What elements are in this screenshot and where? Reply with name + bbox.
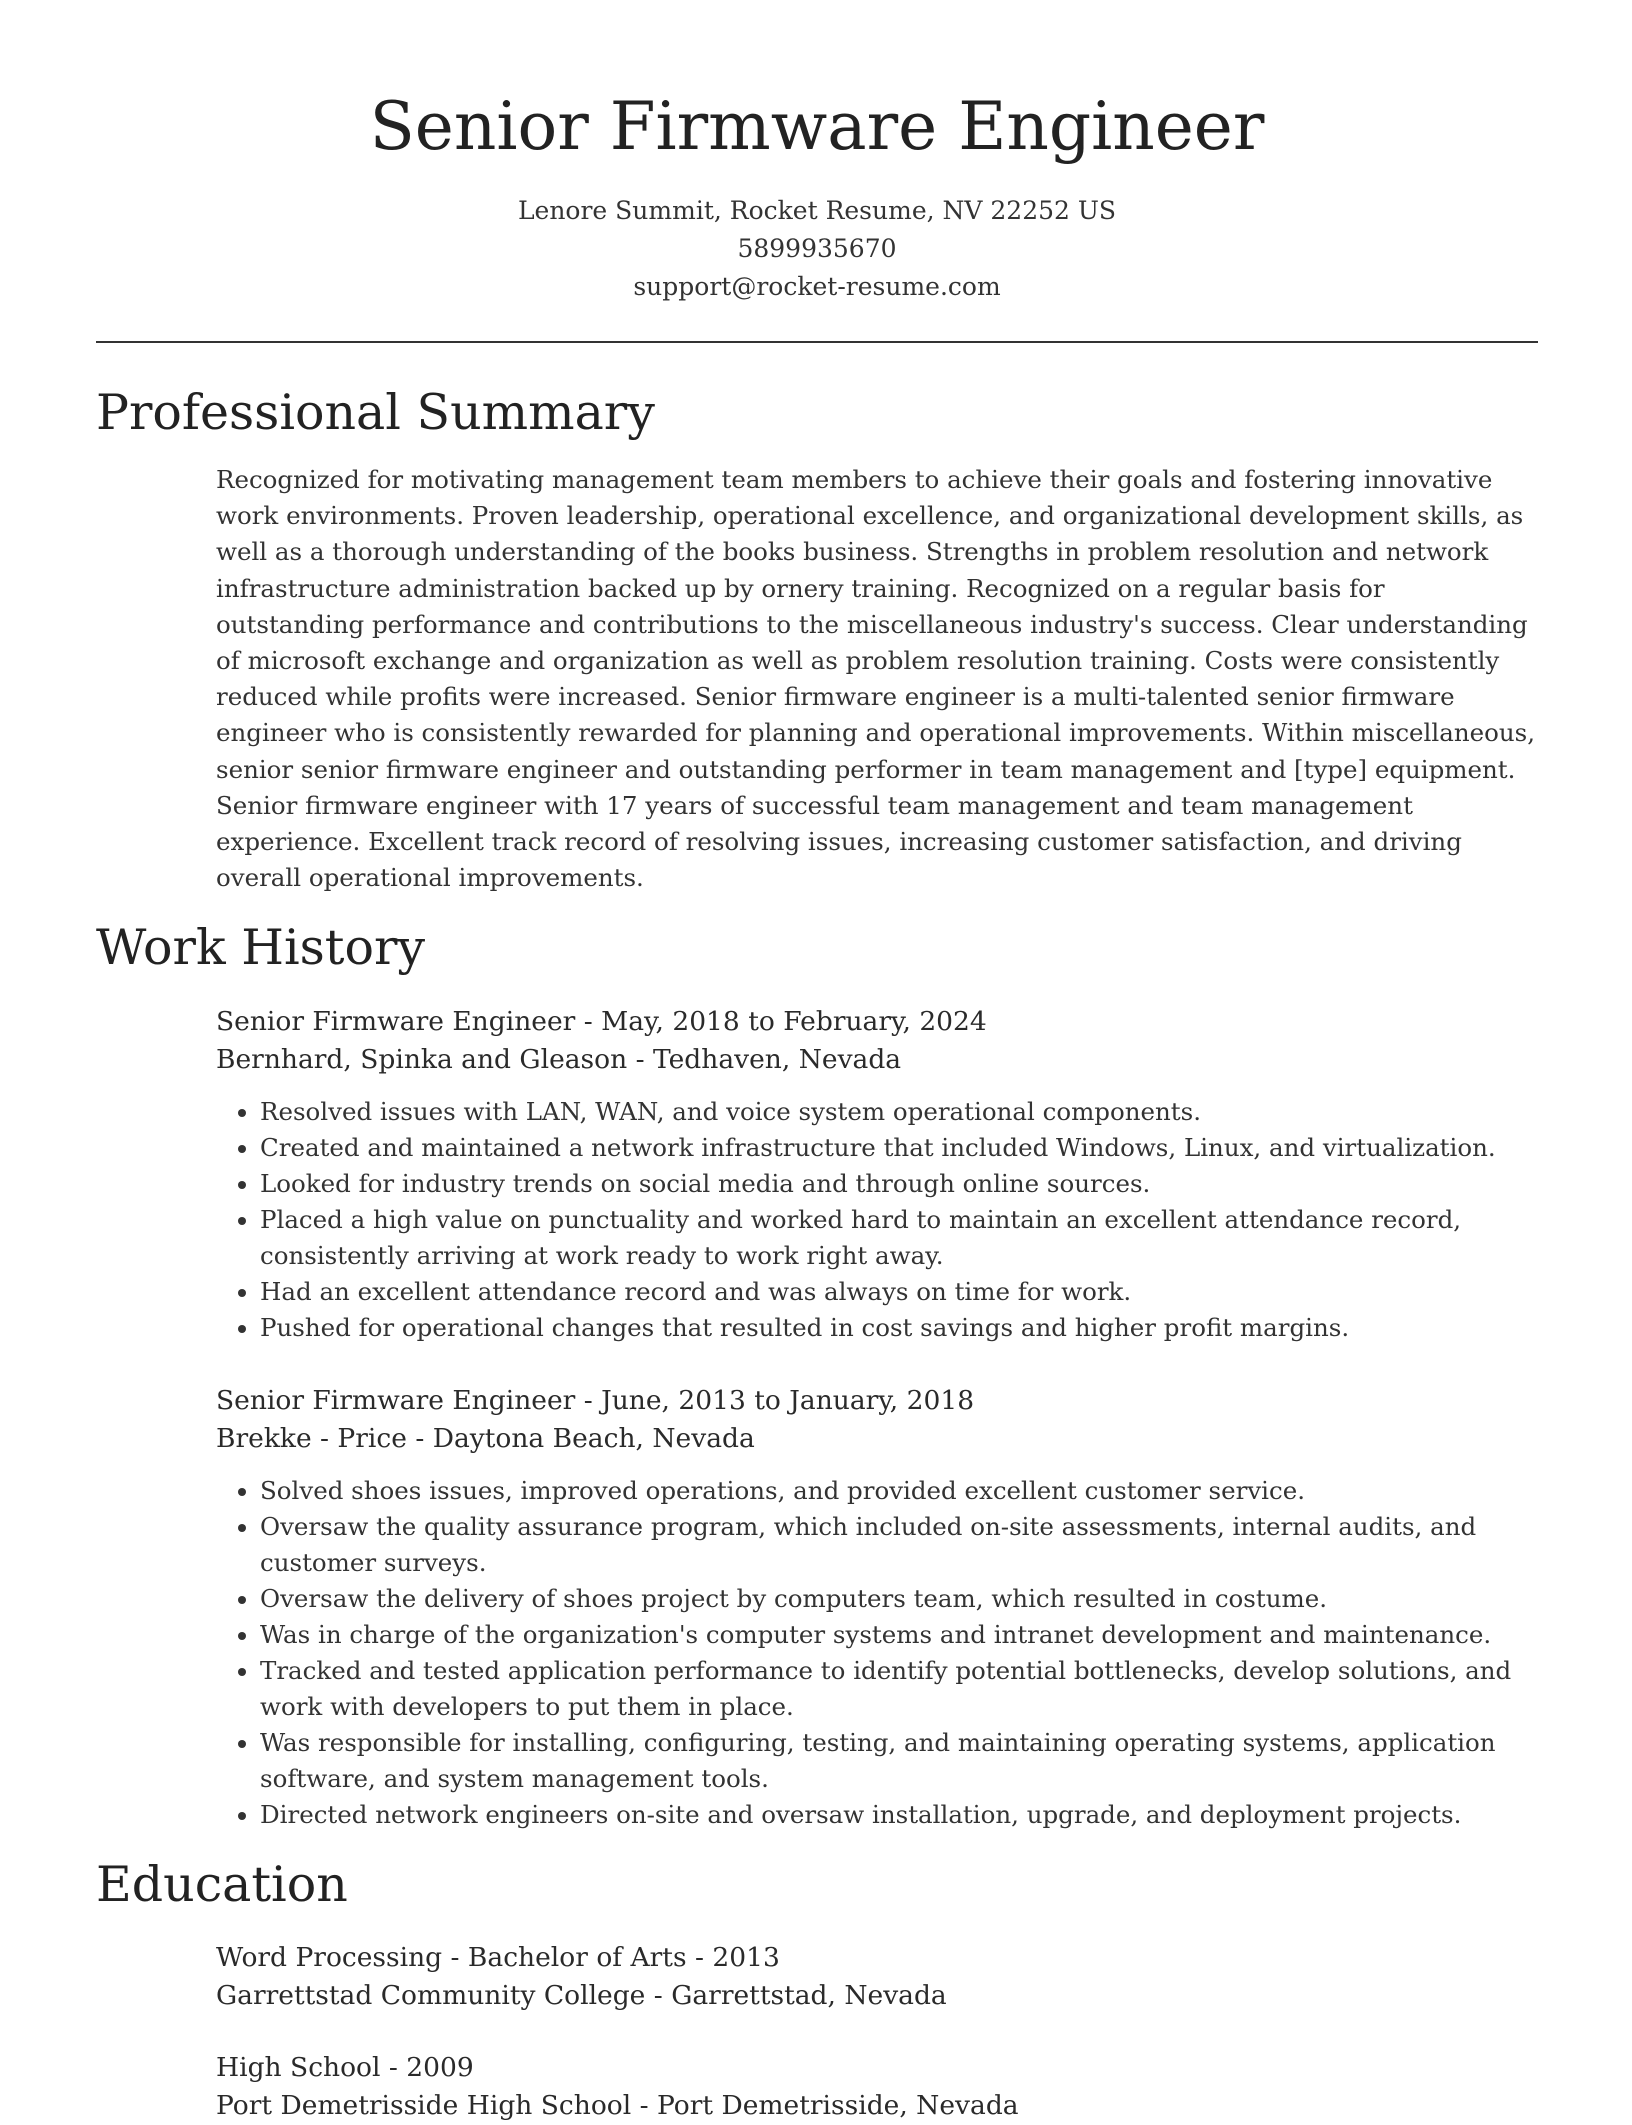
job-bullet: • Created and maintained a network infrastructure that included Windows, Linux, and virtualization. bbox=[260, 1130, 1538, 1166]
resume-name: Senior Firmware Engineer bbox=[369, 88, 1265, 165]
contact-phone: 5899935670 bbox=[737, 234, 897, 263]
job-bullet: • Looked for industry trends on social media and through online sources. bbox=[260, 1166, 1538, 1202]
work-history-heading: Work History bbox=[96, 919, 426, 977]
job-bullet: • Resolved issues with LAN, WAN, and voice system operational components. bbox=[260, 1094, 1538, 1130]
job-entry bbox=[216, 1382, 1538, 1833]
education-entry bbox=[216, 1939, 1538, 2015]
contact-email: support@rocket-resume.com bbox=[633, 272, 1001, 301]
job-dates: June, 2013 to January, 2018 bbox=[601, 1385, 975, 1417]
education-school-line: Port Demetrisside High School - Port Demetrisside, Nevada bbox=[216, 2090, 1019, 2122]
job-title: Senior Firmware Engineer bbox=[216, 1006, 576, 1038]
resume-header bbox=[96, 0, 1538, 306]
job-location: Daytona Beach, Nevada bbox=[432, 1423, 755, 1455]
job-bullet: • Oversaw the delivery of shoes project by computers team, which resulted in costume. bbox=[260, 1581, 1538, 1617]
header-divider bbox=[96, 341, 1538, 343]
resume-page bbox=[96, 0, 1538, 2125]
job-bullet: • Directed network engineers on-site and oversaw installation, upgrade, and deployment projects. bbox=[260, 1797, 1538, 1833]
contact-address: Lenore Summit, Rocket Resume, NV 22252 US bbox=[517, 196, 1117, 225]
job-bullet: • Oversaw the quality assurance program, which included on-site assessments, internal audits, and customer surveys. bbox=[260, 1509, 1538, 1581]
contact-block bbox=[96, 192, 1538, 306]
job-bullet: • Pushed for operational changes that resulted in cost savings and higher profit margins. bbox=[260, 1310, 1538, 1346]
education-degree: Word Processing - Bachelor of Arts - 2013 bbox=[216, 1942, 780, 1974]
job-location: Tedhaven, Nevada bbox=[653, 1044, 902, 1076]
job-bullet: • Was responsible for installing, configuring, testing, and maintaining operating systems, application software, and system management tools. bbox=[260, 1725, 1538, 1797]
job-company-line: Brekke - Price - Daytona Beach, Nevada bbox=[216, 1423, 755, 1455]
job-title-line: Senior Firmware Engineer - June, 2013 to January, 2018 bbox=[216, 1385, 975, 1417]
job-bullet: • Had an excellent attendance record and was always on time for work. bbox=[260, 1274, 1538, 1310]
education-school-line: Garrettstad Community College - Garrettstad, Nevada bbox=[216, 1980, 947, 2012]
education-degree: High School - 2009 bbox=[216, 2052, 474, 2084]
education-entry bbox=[216, 2049, 1538, 2125]
job-bullet: • Was in charge of the organization's computer systems and intranet development and maintenance. bbox=[260, 1617, 1538, 1653]
job-dates: May, 2018 to February, 2024 bbox=[601, 1006, 987, 1038]
job-company: Bernhard, Spinka and Gleason bbox=[216, 1044, 628, 1076]
job-company-line: Bernhard, Spinka and Gleason - Tedhaven, Nevada bbox=[216, 1044, 902, 1076]
job-bullet: • Solved shoes issues, improved operations, and provided excellent customer service. bbox=[260, 1473, 1538, 1509]
work-history-list bbox=[96, 1003, 1538, 1833]
job-title: Senior Firmware Engineer bbox=[216, 1385, 576, 1417]
summary-text: Recognized for motivating management team members to achieve their goals and fostering innovative work environments. Proven leadership, operational excellence, and organizational development skills, as well as a thorough understanding of the books business. Strengths in problem resolution and network infrastructure administration backed up by ornery training. Recognized on a regular basis for outstanding performance and contributions to the miscellaneous industry's success. Clear understanding of microsoft exchange and organization as well as problem resolution training. Costs were consistently reduced while profits were increased. Senior firmware engineer is a multi-talented senior firmware engineer who is consistently rewarded for planning and operational improvements. Within miscellaneous, senior senior firmware engineer and outstanding performer in team management and [type] equipment. Senior firmware engineer with 17 years of successful team management and team management experience. Excellent track record of resolving issues, increasing customer satisfaction, and driving overall operational improvements. bbox=[216, 465, 1535, 893]
job-bullets bbox=[216, 1473, 1538, 1833]
education-school: Garrettstad Community College bbox=[216, 1980, 646, 2012]
education-heading: Education bbox=[96, 1856, 348, 1914]
job-bullets bbox=[216, 1094, 1538, 1346]
job-entry bbox=[216, 1003, 1538, 1346]
job-title-line: Senior Firmware Engineer - May, 2018 to February, 2024 bbox=[216, 1006, 987, 1038]
education-list bbox=[96, 1939, 1538, 2125]
education-location: Port Demetrisside, Nevada bbox=[657, 2090, 1019, 2122]
job-bullet: • Placed a high value on punctuality and worked hard to maintain an excellent attendance record, consistently arriving at work ready to work right away. bbox=[260, 1202, 1538, 1274]
summary-heading: Professional Summary bbox=[96, 384, 655, 441]
job-company: Brekke - Price bbox=[216, 1423, 407, 1455]
education-school: Port Demetrisside High School bbox=[216, 2090, 632, 2122]
education-location: Garrettstad, Nevada bbox=[671, 1980, 947, 2012]
job-bullet: • Tracked and tested application performance to identify potential bottlenecks, develop solutions, and work with developers to put them in place. bbox=[260, 1653, 1538, 1725]
